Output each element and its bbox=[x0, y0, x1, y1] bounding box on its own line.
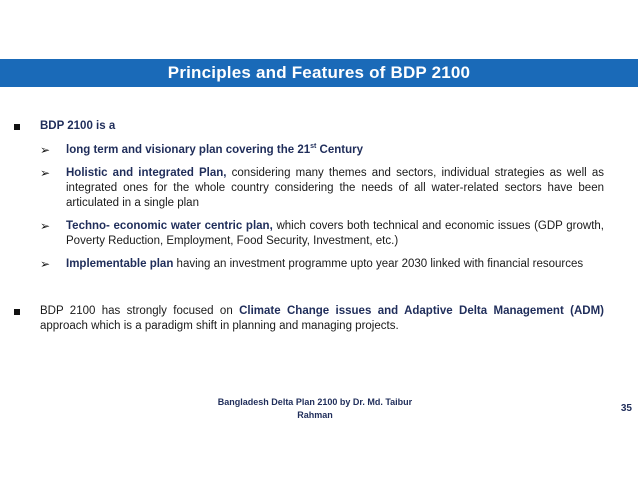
sub-bullet-3-lead: Techno- economic water centric plan, bbox=[66, 220, 273, 232]
sub-bullet-list bbox=[40, 143, 604, 272]
sub-bullet-4 bbox=[40, 257, 604, 272]
arrow-bullet-icon: ➢ bbox=[40, 166, 51, 180]
main-bullet-1-text: BDP 2100 is a bbox=[40, 120, 116, 132]
sub-bullet-2-text bbox=[66, 166, 604, 211]
sub-bullet-2-rest: considering many themes and sectors, individual strategies as well as integrated ones for the whole country considering the needs of all water-related sectors have been articulated in a single plan bbox=[66, 167, 604, 209]
sub-bullet-1-text bbox=[66, 143, 604, 158]
sub-bullet-3-rest: which covers both technical and economic issues (GDP growth, Poverty Reduction, Employment, Food Security, Investment, etc.) bbox=[66, 220, 604, 247]
sub-bullet-3-text bbox=[66, 219, 604, 249]
main-bullet-2-post: approach which is a paradigm shift in planning and managing projects. bbox=[40, 320, 399, 332]
sub-bullet-4-lead: Implementable plan bbox=[66, 258, 174, 270]
sub-bullet-2-lead: Holistic and integrated Plan, bbox=[66, 167, 227, 179]
arrow-bullet-icon: ➢ bbox=[40, 219, 51, 233]
main-bullet-2 bbox=[14, 304, 604, 334]
page-number: 35 bbox=[620, 403, 632, 414]
slide-title: Principles and Features of BDP 2100 bbox=[167, 63, 471, 82]
sub-bullet-4-rest: having an investment programme upto year 2030 linked with financial resources bbox=[173, 258, 584, 270]
slide-footer bbox=[185, 396, 445, 422]
slide-content bbox=[14, 119, 604, 334]
footer-line-1: Bangladesh Delta Plan 2100 by Dr. Md. Taibur bbox=[217, 397, 413, 407]
sub-bullet-1 bbox=[40, 143, 604, 158]
arrow-bullet-icon: ➢ bbox=[40, 257, 51, 271]
slide-title-bar bbox=[0, 59, 638, 87]
main-bullet-2-text bbox=[40, 304, 604, 334]
square-bullet-icon bbox=[14, 124, 20, 130]
main-bullet-2-pre: BDP 2100 has strongly focused on bbox=[40, 305, 240, 317]
sub-bullet-4-text bbox=[66, 257, 604, 272]
square-bullet-icon bbox=[14, 309, 20, 315]
arrow-bullet-icon: ➢ bbox=[40, 143, 51, 157]
sub-bullet-1-sup: st bbox=[310, 143, 317, 151]
sub-bullet-1-lead: long term and visionary plan covering the 21 bbox=[66, 144, 311, 156]
sub-bullet-2 bbox=[40, 166, 604, 211]
main-bullet-2-bold: Climate Change issues and Adaptive Delta Management (ADM) bbox=[239, 305, 604, 317]
footer-line-2: Rahman bbox=[297, 410, 333, 420]
sub-bullet-1-lead-tail: Century bbox=[316, 144, 364, 156]
sub-bullet-3 bbox=[40, 219, 604, 249]
main-bullet-1 bbox=[14, 119, 604, 134]
